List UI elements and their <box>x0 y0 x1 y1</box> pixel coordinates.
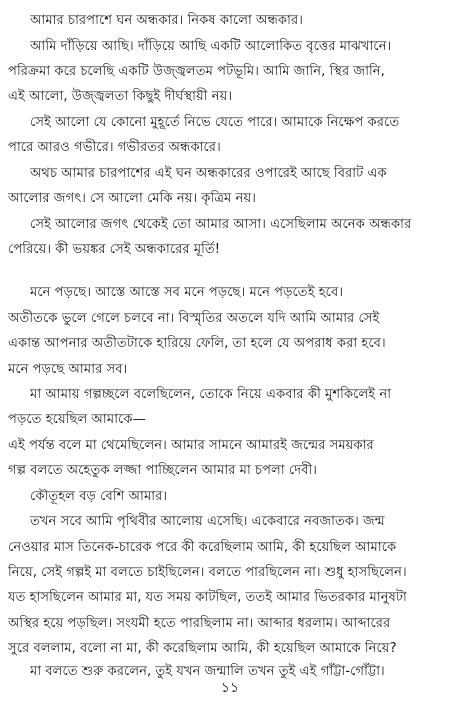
text-line: একান্ত আপনার অতীতটাকে হারিয়ে ফেলি, তা হলে যে অপরাধ করা হবে। <box>8 336 386 351</box>
text-line: মা বলতে শুরু করলেন, তুই যখন জন্মালি তখন তুই এই গাঁট্টা-গোঁট্টা। <box>30 664 385 679</box>
text-line: যত হাসছিলেন আমার মা, যত সময় কাটছিল, ততই আমার ভিতরকার মানুষটা <box>8 590 407 605</box>
text-line: অথচ আমার চারপাশের এই ঘন অন্ধকারের ওপারেই আছে বিরাট এক <box>30 166 387 181</box>
text-line: আলোর জগৎ। সে আলো মেকি নয়। কৃত্রিম নয়। <box>8 191 256 206</box>
text-line: পেরিয়ে। কী ভয়ঙ্কর সেই অন্ধকারের মূর্তি! <box>8 242 221 257</box>
text-line: পারে আরও গভীরে। গভীরতর অন্ধকারে। <box>8 140 221 155</box>
text-line: পড়তে হয়েছিল আমাকে— <box>8 412 146 427</box>
text-line: সুরে বললাম, বলো না মা, কী করেছিলাম আমি, কী হয়েছিল আমাকে নিয়ে? <box>8 641 397 656</box>
text-line: আমার চারপাশে ঘন অন্ধকার। নিকষ কালো অন্ধকার। <box>30 13 303 28</box>
text-line: সেই আলোর জগৎ থেকেই তো আমার আসা। এসেছিলাম অনেক অন্ধকার <box>30 217 412 232</box>
text-line: নিয়ে, সেই গল্পই মা বলতে চাইছিলেন। বলতে পারছিলেন না। শুধু হাসছিলেন। <box>8 565 407 580</box>
text-line: আমি দাঁড়িয়ে আছি। দাঁড়িয়ে আছি একটি আলোকিত বৃত্তের মাঝখানে। <box>30 39 392 54</box>
text-line: নেওয়ার মাস তিনেক-চারেক পরে কী করেছিলাম আমি, কী হয়েছিল আমাকে <box>8 540 397 555</box>
text-line: মনে পড়ছে। আস্তে আস্তে সব মনে পড়ছে। মনে পড়তেই হবে। <box>30 285 344 300</box>
text-line: এই পর্যন্ত বলে মা থেমেছিলেন। আমার সামনে আমারই জন্মের সময়কার <box>8 438 374 453</box>
text-line: তখন সবে আমি পৃথিবীর আলোয় এসেছি। একেবারে নবজাতক। জন্ম <box>30 514 385 529</box>
text-line: গল্প বলতে অহেতুক লজ্জা পাচ্ছিলেন আমার মা চপলা দেবী। <box>8 463 317 478</box>
text-line: সেই আলো যে কোনো মুহূর্তে নিভে যেতে পারে। আমাকে নিক্ষেপ করতে <box>30 115 400 130</box>
text-line: মা আমায় গল্পচ্ছলে বলেছিলেন, তোকে নিয়ে একবার কী মুশকিলেই না <box>30 387 392 402</box>
text-line: মনে পড়ছে আমার সব। <box>8 362 128 377</box>
text-line: পরিক্রমা করে চলেছি একটি উজ্জ্বলতম পটভূমি। আমি জানি, স্থির জানি, <box>8 64 385 79</box>
text-line: অতীতকে ভুলে গেলে চলবে না। বিস্মৃতির অতলে যদি আমি আমার সেই <box>8 311 380 326</box>
text-line: কৌতূহল বড় বেশি আমার। <box>30 489 168 504</box>
page-number: ১১ <box>220 680 240 696</box>
text-line: অস্থির হয়ে পড়ছিল। সংযমী হতে পারছিলাম না। আব্দার ধরলাম। আব্দারের <box>8 616 391 631</box>
text-line: এই আলো, উজ্জ্বলতা কিছুই দীর্ঘস্থায়ী নয়। <box>8 89 233 104</box>
